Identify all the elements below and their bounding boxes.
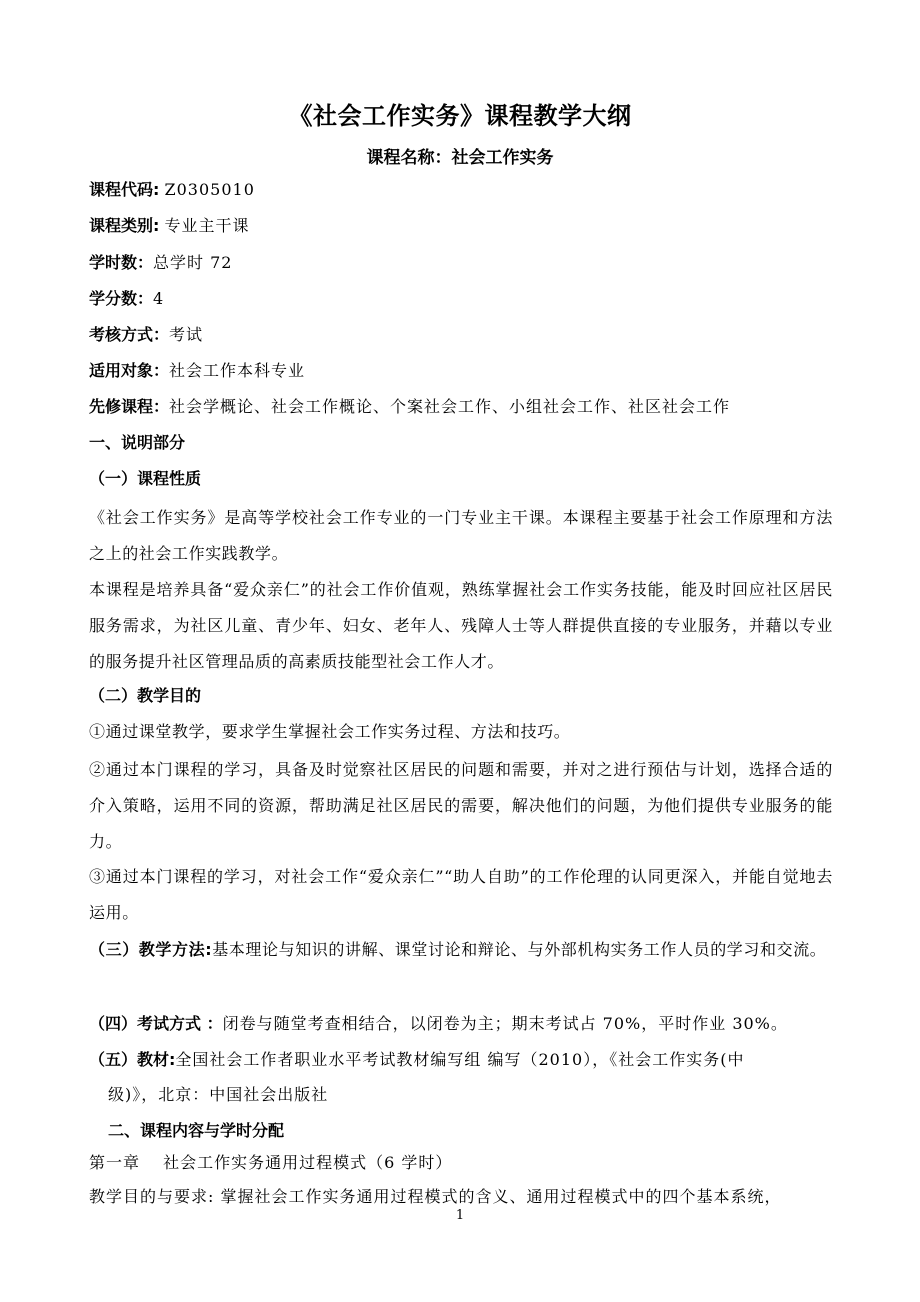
exam-method-line [89,1012,788,1036]
textbook-text-1: 全国社会工作者职业水平考试教材编写组 编写（2010），《社会工作实务(中 [175,1050,745,1069]
course-credits-label: 学分数： [89,289,154,308]
section-2-heading: 二、课程内容与学时分配 [108,1121,285,1140]
teaching-goals-heading: （二）教学目的 [89,686,202,705]
assessment-line [89,323,203,347]
course-credits-value: 4 [153,289,165,308]
course-nature-paragraph-2: 本课程是培养具备“爱众亲仁”的社会工作价值观，熟练掌握社会工作实务技能，能及时回应社区居民服务需求，为社区儿童、青少年、妇女、老年人、残障人士等人群提供直接的专业服务，并藉以专业的服务提升社区管理品质的高素质技能型社会工作人才。 [89,580,833,671]
section-1-heading: 一、说明部分 [89,433,186,452]
teaching-methods-label: （三）教学方法: [89,940,213,959]
audience-label: 适用对象： [89,361,170,380]
page-number: 1 [455,1208,465,1223]
textbook-label: （五）教材: [89,1050,176,1069]
prerequisites-line [89,395,730,419]
course-hours-label: 学时数： [89,253,154,272]
document-title: 《社会工作实务》课程教学大纲 [288,102,632,130]
course-code-line [89,178,255,202]
assessment-value: 考试 [169,325,204,344]
course-category-label: 课程类别: [89,216,160,235]
textbook-text-2: 级)》，北京：中国社会出版社 [108,1085,329,1104]
teaching-goal-1: ①通过课堂教学，要求学生掌握社会工作实务过程、方法和技巧。 [89,722,571,741]
course-hours-value: 总学时 72 [153,253,233,272]
prerequisites-label: 先修课程： [89,397,170,416]
course-category-value: 专业主干课 [164,216,250,235]
textbook-line-1 [89,1048,744,1072]
teaching-goal-2: ②通过本门课程的学习，具备及时觉察社区居民的问题和需要，并对之进行预估与计划，选择合适的介入策略，运用不同的资源，帮助满足社区居民的需要，解决他们的问题，为他们提供专业服务的能力。 [89,760,833,851]
teaching-methods-paragraph [89,932,833,968]
course-credits-line [89,287,164,311]
teaching-methods-text: 基本理论与知识的讲解、课堂讨论和辩论、与外部机构实务工作人员的学习和交流。 [212,940,827,959]
course-code-value: Z0305010 [164,180,255,199]
course-name-heading: 课程名称：社会工作实务 [366,148,554,168]
course-category-line [89,214,250,238]
course-hours-line [89,251,232,275]
assessment-label: 考核方式： [89,325,170,344]
course-code-label: 课程代码: [89,180,160,199]
chapter-1-title: 第一章 社会工作实务通用过程模式（6 学时） [89,1153,453,1172]
audience-line [89,359,305,383]
teaching-goal-3: ③通过本门课程的学习，对社会工作“爱众亲仁”“助人自助”的工作伦理的认同更深入，并能自觉地去运用。 [89,867,833,922]
course-nature-paragraph-1: 《社会工作实务》是高等学校社会工作专业的一门专业主干课。本课程主要基于社会工作原理和方法之上的社会工作实践教学。 [89,508,833,563]
exam-method-text: 闭卷与随堂考查相结合，以闭卷为主；期末考试占 70%，平时作业 30%。 [222,1014,788,1033]
course-nature-heading: （一）课程性质 [89,469,202,488]
exam-method-label: （四）考试方式 ： [89,1014,223,1033]
prerequisites-value: 社会学概论、社会工作概论、个案社会工作、小组社会工作、社区社会工作 [169,397,731,416]
audience-value: 社会工作本科专业 [169,361,306,380]
chapter-1-objectives: 教学目的与要求: 掌握社会工作实务通用过程模式的含义、通用过程模式中的四个基本系统， [89,1187,782,1206]
